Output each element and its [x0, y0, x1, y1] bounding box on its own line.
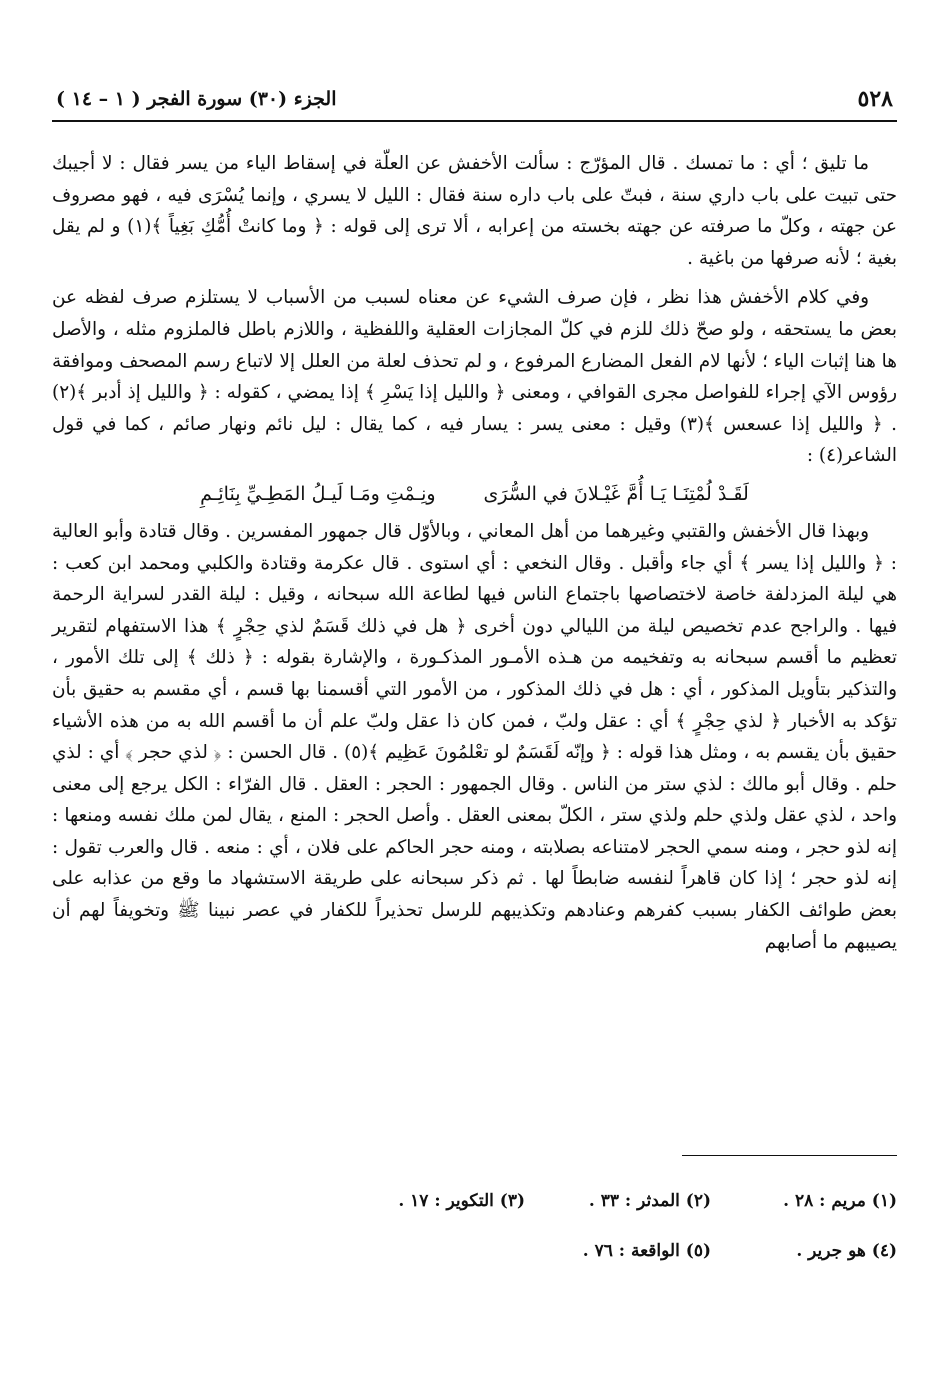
verse-second-hemistich: ونِـمْتِ ومَـا لَيـلُ المَطِـيِّ بِنَائِـمِ	[200, 482, 436, 505]
footnote-row-1	[337, 1176, 897, 1226]
footnote-2: (٢) المدثر : ٣٣ .	[588, 1191, 711, 1211]
footnote-1: (١) مريم : ٢٨ .	[783, 1191, 897, 1211]
poetry-verse	[52, 476, 897, 512]
page-number: ٥٢٨	[857, 86, 893, 112]
main-text	[52, 148, 897, 958]
footnote-4: (٤) هو جرير .	[796, 1241, 897, 1261]
footnote-divider	[682, 1155, 897, 1156]
paragraph-2: وفي كلام الأخفش هذا نظر ، فإن صرف الشيء عن معناه لسبب من الأسباب لا يستلزم صرف لفظه عن بعض ما يستحقه ، ولو صحّ ذلك للزم في كلّ المجازات العقلية واللفظية ، واللازم باطل فالملزوم مثله ، والأصل ها هنا إثبات الياء ؛ لأنها لام الفعل المضارع المرفوع ، و لم تحذف لعلة من العلل إلا لاتباع رسم المصحف وموافقة رؤوس الآي إجراء للفواصل مجرى القوافي ، ومعنى ﴿ والليل إذا يَسْرِ ﴾ إذا يمضي ، كقوله : ﴿ والليل إذ أدبر ﴾(٢) . ﴿ والليل إذا عسعس ﴾(٣) وقيل : معنى يسر : يسار فيه ، كما يقال : ليل نائم ونهار صائم ، كما في قول الشاعر(٤) :	[52, 287, 897, 467]
footnote-3: (٣) التكوير : ١٧ .	[398, 1191, 525, 1211]
footnote-row-2	[337, 1226, 897, 1276]
footnote-5: (٥) الواقعة : ٧٦ .	[582, 1241, 711, 1261]
page-header	[52, 86, 897, 122]
verse-first-hemistich: لَقَـدْ لُمْتِنَـا يَـا أُمَّ غَيْـلانَ في السُّرَى	[483, 482, 749, 505]
running-title: الجزء (٣٠) سورة الفجر ( ١ – ١٤ )	[56, 88, 337, 110]
paragraph-3: وبهذا قال الأخفش والقتبي وغيرهما من أهل المعاني ، وبالأوّل قال جمهور المفسرين . وقال قتادة وأبو العالية : ﴿ والليل إذا يسر ﴾ أي جاء وأقبل . وقال النخعي : أي استوى . قال عكرمة وقتادة والكلبي ومحمد ابن كعب : هي ليلة المزدلفة خاصة لاختصاصها باجتماع الناس فيها لطاعة الله سبحانه ، وقيل : ليلة القدر لسراية الرحمة فيها . والراجح عدم تخصيص ليلة من الليالي دون أخرى ﴿ هل في ذلك قَسَمٌ لذي حِجْرٍ ﴾ هذا الاستفهام لتقرير تعظيم ما أقسم سبحانه به وتفخيمه من هـذه الأمـور المذكـورة ، والإشارة بقوله : ﴿ ذلك ﴾ إلى تلك الأمور ، والتذكير بتأويل المذكور ، أي : هل في ذلك المذكور ، من الأمور التي أقسمنا بها قسم ، أي مقسم به حقيق بأن تؤكد به الأخبار ﴿ لذي حِجْرٍ ﴾ أي : عقل ولبّ ، فمن كان ذا عقل ولبّ علم أن ما أقسم الله به من هذه الأشياء حقيق بأن يقسم به ، ومثل هذا قوله : ﴿ وإنّه لَقَسَمٌ لو تعْلمُونَ عَظِيم ﴾(٥) . قال الحسن : ﴿ لذي حجر ﴾ أي : لذي حلم . وقال أبو مالك : لذي ستر من الناس . وقال الجمهور : الحجر : العقل . قال الفرّاء : الكل يرجع إلى معنى واحد ، لذي عقل ولذي حلم ولذي ستر ، الكلّ بمعنى العقل . وأصل الحجر : المنع ، يقال لمن ملك نفسه ومنعها : إنه لذو حجر ، ومنه سمي الحجر لامتناعه بصلابته ، ومنه حجر الحاكم على فلان ، أي : منعه . قال والعرب تقول : إنه لذو حجر ؛ إذا كان قاهراً لنفسه ضابطاً لها . ثم ذكر سبحانه على طريقة الاستشهاد ما وقع من عذابه على بعض طوائف الكفار بسبب كفرهم وعنادهم وتكذيبهم للرسل تحذيراً للكفار في عصر نبينا ﷺ وتخويفاً لهم أن يصيبهم ما أصابهم	[52, 520, 897, 953]
footnotes	[337, 1176, 897, 1276]
paragraph-1: ما تليق ؛ أي : ما تمسك . قال المؤرّج : سألت الأخفش عن العلّة في إسقاط الياء من يسر فقال : لا أجيبك حتى تبيت على باب داري سنة ، فبتّ على باب داره سنة فقال : الليل لا يسري ، وإنما يُسْرَى فيه ، فهو مصروف عن جهته ، وكلّ ما صرفته عن جهته بخسته من إعرابه ، ألا ترى إلى قوله : ﴿ وما كانتْ أُمُّكِ بَغِياً ﴾(١) و لم يقل بغية ؛ لأنه صرفها من باغية .	[52, 153, 897, 269]
